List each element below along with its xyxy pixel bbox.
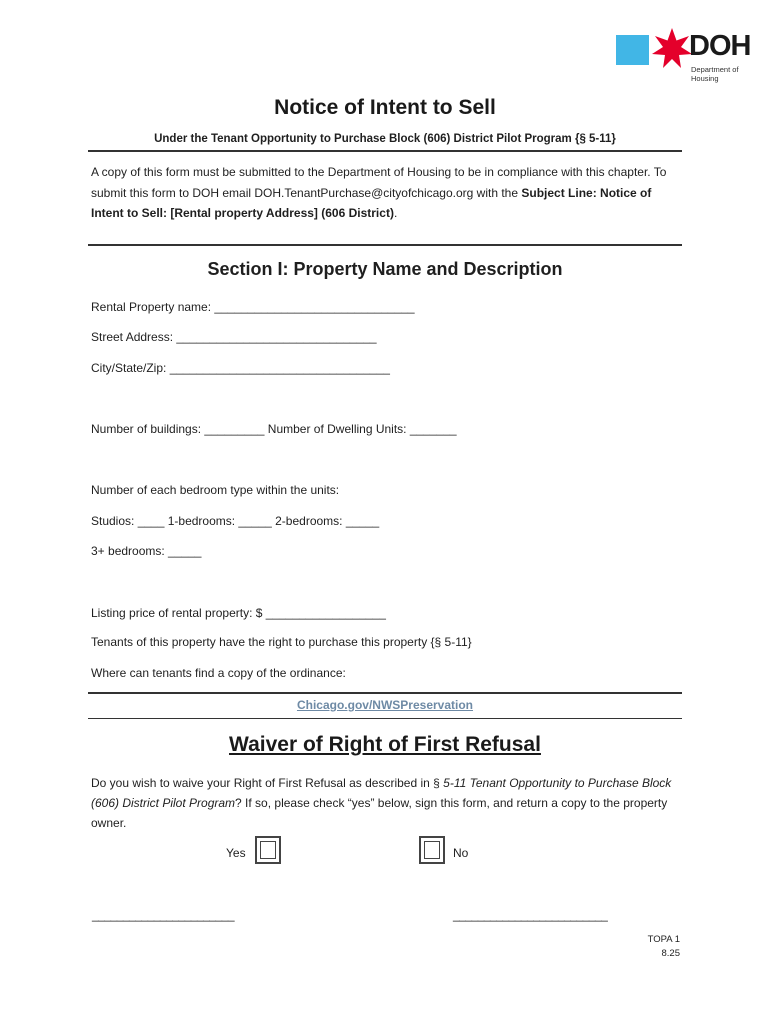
chicago-star-icon bbox=[652, 28, 692, 72]
rental-property-name-field[interactable]: Rental Property name: ______________________________ bbox=[91, 300, 415, 314]
tenant-right-text: Tenants of this property have the right to purchase this property {§ 5-11} bbox=[91, 635, 472, 649]
logo-dept-line2: Housing bbox=[691, 73, 719, 83]
ordinance-link[interactable]: Chicago.gov/NWSPreservation bbox=[296, 698, 474, 712]
intro-paragraph bbox=[91, 162, 676, 224]
logo-blue-block bbox=[616, 35, 649, 65]
waiver-text-start: Do you wish to waive your Right of First Refusal as described in § bbox=[91, 776, 444, 790]
footer-code: TOPA 1 bbox=[647, 934, 680, 945]
buildings-units-field[interactable]: Number of buildings: _________ Number of Dwelling Units: _______ bbox=[91, 422, 457, 436]
bedroom-row1-field[interactable]: Studios: ____ 1-bedrooms: _____ 2-bedrooms: _____ bbox=[91, 514, 380, 528]
bedroom-row2-field[interactable]: 3+ bedrooms: _____ bbox=[91, 544, 202, 558]
waiver-text-end: ? If so, please check “yes” below, sign this form, and return a copy to the property owner. bbox=[91, 796, 668, 830]
link-top-divider bbox=[88, 692, 682, 694]
intro-subject-line: Subject Line: Notice of Intent to Sell: [Rental property Address] (606 District) bbox=[91, 185, 652, 220]
intro-end: . bbox=[393, 206, 398, 220]
logo-department-text bbox=[691, 66, 739, 83]
form-title: Notice of Intent to Sell bbox=[274, 96, 496, 119]
waiver-title: Waiver of Right of First Refusal bbox=[229, 733, 541, 756]
no-checkbox[interactable] bbox=[419, 836, 445, 864]
intro-divider bbox=[88, 244, 682, 246]
waiver-paragraph bbox=[91, 773, 676, 833]
city-state-zip-field[interactable]: City/State/Zip: _________________________________ bbox=[91, 361, 390, 375]
waiver-text-italic: 5-11 Tenant Opportunity to Purchase Block (606) District Pilot Program bbox=[91, 776, 672, 810]
yes-label: Yes bbox=[226, 846, 246, 860]
ordinance-question-text: Where can tenants find a copy of the ordinance: bbox=[91, 666, 346, 680]
no-label: No bbox=[453, 846, 469, 860]
signature-line-left[interactable]: _______________________ bbox=[92, 908, 234, 922]
signature-line-right[interactable]: _________________________ bbox=[453, 908, 608, 922]
link-bottom-divider bbox=[88, 718, 682, 719]
subtitle-divider bbox=[88, 150, 682, 152]
street-address-field[interactable]: Street Address: ______________________________ bbox=[91, 330, 377, 344]
form-subtitle: Under the Tenant Opportunity to Purchase Block (606) District Pilot Program {§ 5-11} bbox=[154, 133, 616, 145]
section1-title: Section I: Property Name and Description bbox=[207, 259, 563, 279]
listing-price-field[interactable]: Listing price of rental property: $ __________________ bbox=[91, 606, 386, 620]
yes-checkbox[interactable] bbox=[255, 836, 281, 864]
intro-text: A copy of this form must be submitted to the Department of Housing to be in compliance with this chapter. To submit this form to DOH email DOH.TenantPurchase@cityofchicago.org with the bbox=[91, 165, 667, 200]
doh-logo bbox=[616, 28, 751, 88]
footer-version: 8.25 bbox=[661, 948, 680, 959]
logo-dept-line1: Department of bbox=[691, 65, 739, 74]
logo-brand-text: DOH bbox=[689, 30, 751, 62]
bedroom-intro-text: Number of each bedroom type within the units: bbox=[91, 483, 340, 497]
